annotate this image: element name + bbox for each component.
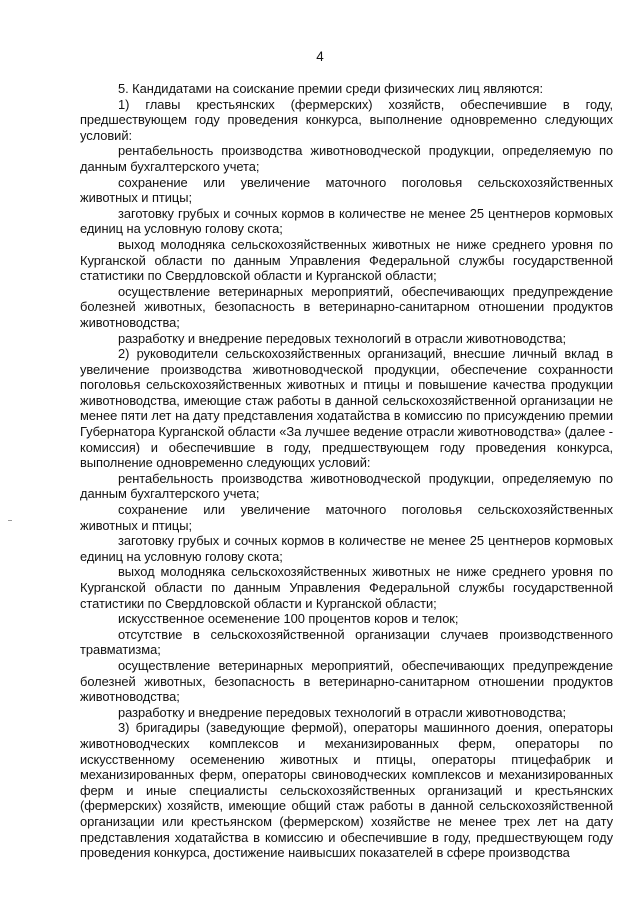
paragraph: сохранение или увеличение маточного поголовья сельскохозяйственных животных и птицы; [80, 502, 613, 533]
margin-mark [8, 520, 12, 521]
page-number: 4 [316, 49, 324, 64]
paragraph: рентабельность производства животноводческой продукции, определяемую по данным бухгалтерского учета; [80, 470, 613, 502]
paragraph: выход молодняка сельскохозяйственных животных не ниже среднего уровня по Курганской области по данным Управления Федеральной службы государственной статистики по Свердловской области и Курганской области; [80, 236, 613, 284]
paragraph: осуществление ветеринарных мероприятий, обеспечивающих предупреждение болезней животных, безопасность в ветеринарно-санитарном отношении продуктов животноводства; [80, 657, 613, 705]
paragraph: искусственное осеменение 100 процентов коров и телок; [118, 611, 459, 627]
paragraph: отсутствие в сельскохозяйственной организации случаев производственного травматизма; [80, 626, 613, 658]
paragraph: заготовку грубых и сочных кормов в количестве не менее 25 центнеров кормовых единиц на условную голову скота; [80, 205, 613, 237]
paragraph: сохранение или увеличение маточного поголовья сельскохозяйственных животных и птицы; [80, 174, 613, 206]
paragraph: разработку и внедрение передовых технологий в отрасли животноводства; [118, 330, 567, 346]
paragraph: 5. Кандидатами на соискание премии среди физических лиц являются: [118, 81, 543, 96]
paragraph: разработку и внедрение передовых технологий в отрасли животноводства; [118, 704, 567, 720]
paragraph: заготовку грубых и сочных кормов в количестве не менее 25 центнеров кормовых единиц на условную голову скота; [80, 533, 613, 564]
paragraph: 2) руководители сельскохозяйственных организаций, внесшие личный вклад в увеличение производства животноводческой продукции, обеспечение сохранности поголовья сельскохозяйственных животных и птицы и повышение качества продукции животноводства, имеющие стаж работы в данной сельскохозяйственной организации не менее пяти лет на дату представления ходатайства в комиссию по присуждению премии Губернатора Курганской области «За лучшее ведение отрасли животноводства» (далее - комиссия) и обеспечившие в году, предшествующем году проведения конкурса, выполнение одновременно следующих условий: [80, 346, 613, 471]
paragraph: осуществление ветеринарных мероприятий, обеспечивающих предупреждение болезней животных, безопасность в ветеринарно-санитарном отношении продуктов животноводства; [80, 283, 613, 330]
document-body [80, 81, 613, 861]
paragraph: 3) бригадиры (заведующие фермой), операторы машинного доения, операторы животноводческих комплексов и механизированных ферм, операторы по искусственному осеменению животных и птицы, операторы птицефабрик и механизированных ферм, операторы свиноводческих комплексов и механизированных ферм и иные специалисты сельскохозяйственных организаций и крестьянских (фермерских) хозяйств, имеющие общий стаж работы в данной сельскохозяйственной организации или крестьянском (фермерском) хозяйстве не менее трех лет на дату представления ходатайства в комиссию и обеспечившие в году, предшествующем году проведения конкурса, достижение наивысших показателей в сфере производства [80, 720, 613, 861]
paragraph: выход молодняка сельскохозяйственных животных не ниже среднего уровня по Курганской области по данным Управления Федеральной службы государственной статистики по Свердловской области и Курганской области; [80, 564, 613, 611]
paragraph: рентабельность производства животноводческой продукции, определяемую по данным бухгалтерского учета; [80, 143, 613, 174]
paragraph: 1) главы крестьянских (фермерских) хозяйств, обеспечившие в году, предшествующем году проведения конкурса, выполнение одновременно следующих условий: [80, 96, 613, 143]
